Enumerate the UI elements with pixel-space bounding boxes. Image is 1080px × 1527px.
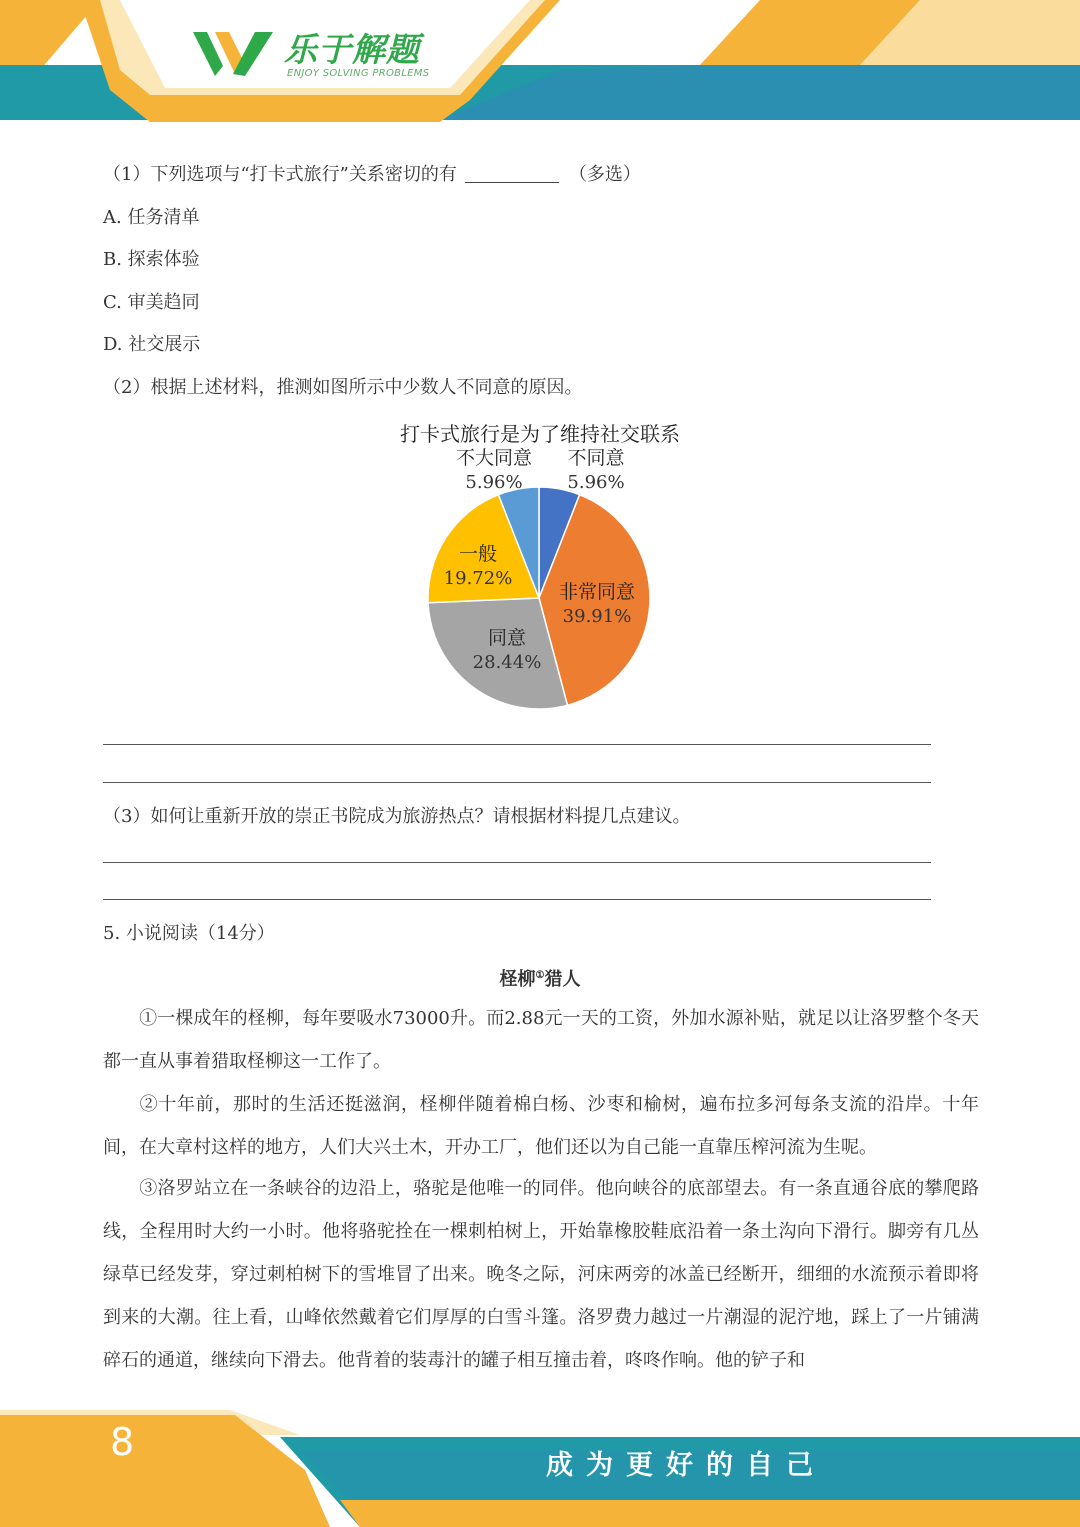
pie-chart-svg [380, 418, 700, 718]
label-budatongyi: 不大同意 [455, 447, 533, 469]
option-b: B. 探索体验 [103, 249, 200, 270]
question-1-note: （多选） [568, 164, 641, 185]
value-budatongyi: 5.96% [465, 472, 523, 493]
value-tongyi: 28.44% [472, 652, 542, 673]
header-banner-graphic [0, 0, 1080, 125]
page-header [0, 0, 1080, 125]
answer-blank[interactable] [465, 164, 559, 183]
page-footer [0, 1410, 1080, 1527]
story-paragraph-1 [103, 997, 979, 1083]
option-c: C. 审美趋同 [103, 292, 200, 313]
brand-name: 乐于解题 [284, 30, 420, 69]
value-yiban: 19.72% [443, 568, 513, 589]
story-title-part-a: 柽柳 [499, 969, 536, 990]
section-heading: 5. 小说阅读（14分） [103, 923, 275, 944]
page-number: 8 [110, 1420, 135, 1464]
label-tongyi: 同意 [487, 627, 527, 649]
label-butongyi: 不同意 [567, 447, 625, 469]
brand-slogan-en: ENJOY SOLVING PROBLEMS [287, 68, 430, 79]
answer-line[interactable] [103, 862, 931, 863]
story-title [0, 965, 1080, 991]
answer-line[interactable] [103, 899, 931, 900]
option-a: A. 任务清单 [103, 207, 200, 228]
value-butongyi: 5.96% [567, 472, 625, 493]
story-paragraph-2 [103, 1083, 979, 1169]
option-d: D. 社交展示 [103, 334, 201, 355]
label-feichangtongyi: 非常同意 [558, 581, 636, 603]
question-1-text: （1）下列选项与“打卡式旅行”关系密切的有 [103, 164, 457, 185]
paragraph-text: ①一棵成年的柽柳，每年要吸水73000升。而2.88元一天的工资，外加水源补贴，就足以让洛罗整个冬天都一直从事着猎取柽柳这一工作了。 [103, 1008, 979, 1072]
label-yiban: 一般 [458, 543, 498, 565]
answer-line[interactable] [103, 782, 931, 783]
value-feichangtongyi: 39.91% [562, 606, 632, 627]
pie-chart [380, 418, 700, 718]
paragraph-text: ②十年前，那时的生活还挺滋润，柽柳伴随着棉白杨、沙枣和榆树，遍布拉多河每条支流的沿岸。十年间，在大章村这样的地方，人们大兴土木，开办工厂，他们还以为自己能一直靠压榨河流为生呢。 [103, 1094, 979, 1158]
brand-logo-icon [193, 28, 275, 78]
chart-title: 打卡式旅行是为了维持社交联系 [400, 422, 680, 446]
answer-line[interactable] [103, 744, 931, 745]
story-title-part-b: 猎人 [544, 969, 581, 990]
footer-banner-graphic [0, 1410, 1080, 1527]
question-3: （3）如何让重新开放的崇正书院成为旅游热点？请根据材料提几点建议。 [103, 806, 691, 827]
story-paragraph-3 [103, 1167, 979, 1382]
question-2: （2）根据上述材料，推测如图所示中少数人不同意的原因。 [103, 377, 583, 398]
paragraph-text: ③洛罗站立在一条峡谷的边沿上，骆驼是他唯一的同伴。他向峡谷的底部望去。有一条直通谷底的攀爬路线，全程用时大约一小时。他将骆驼拴在一棵刺柏树上，开始靠橡胶鞋底沿着一条土沟向下滑行。脚旁有几丛绿草已经发芽，穿过刺柏树下的雪堆冒了出来。晚冬之际，河床两旁的冰盖已经断开，细细的水流预示着即将到来的大潮。往上看，山峰依然戴着它们厚厚的白雪斗篷。洛罗费力越过一片潮湿的泥泞地，踩上了一片铺满碎石的通道，继续向下滑去。他背着的装毒汁的罐子相互撞击着，咚咚作响。他的铲子和 [103, 1178, 979, 1371]
footer-slogan: 成为更好的自己 [546, 1450, 826, 1481]
footnote-marker: ① [535, 970, 545, 981]
question-1 [103, 163, 641, 187]
